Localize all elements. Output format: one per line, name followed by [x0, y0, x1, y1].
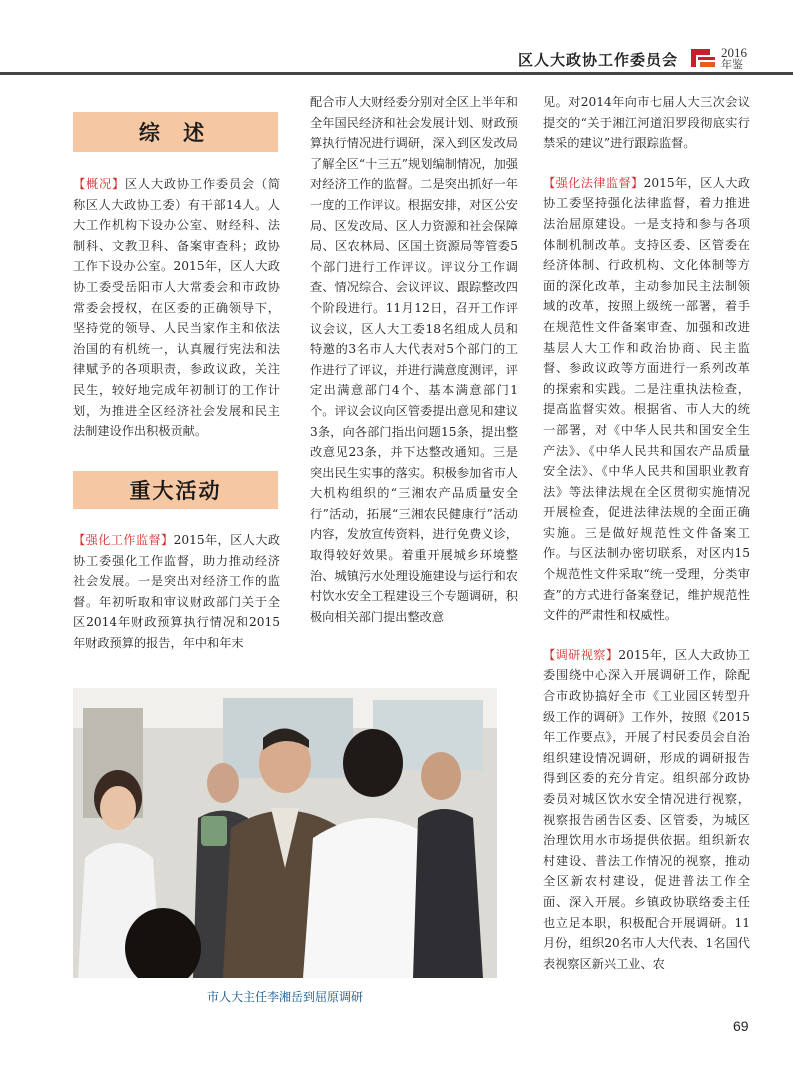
- column-1-overview: [73, 174, 280, 442]
- paragraph-tag-legal-supervision: 【强化法律监督】: [543, 175, 644, 190]
- photo-caption: 市人大主任李湘岳到屈原调研: [206, 990, 363, 1004]
- event-photo: [73, 688, 497, 978]
- section-heading-events: [73, 471, 278, 509]
- event-photo-illustration: [73, 688, 497, 978]
- paragraph-column-3-continued: 见。对2014年向市七届人大三次会议提交的“关于湘江河道汨罗段彻底实行禁采的建议”进行跟踪监督。: [543, 95, 750, 151]
- paragraph-body-legal-supervision: 2015年，区人大政协工委坚持强化法律监督，着力推进法治屈原建设。一是支持和参与各项体制机制改革。支持区委、区管委在经济体制、行政机构、文化体制等方面的深化改革，主动参加民主法制领域的改革，按照上级统一部署，着手在规范性文件备案审查、加强和改进基层人大工作和政治协商、民主监督、参政议政等方面进行一系列改革的探索和实践。二是注重执法检查，提高监督实效。根据省、市人大的统一部署，对《中华人民共和国安全生产法》、《中华人民共和国农产品质量安全法》、《中华人民共和国职业教育法》等法律法规在全区贯彻实施情况开展检查，促进法律法规的全面正确实施。三是做好规范性文件备案工作。与区法制办密切联系，对区内15个规范性文件采取“统一受理，分类审查”的方式进行备案登记，维护规范性文件的严肃性和权威性。: [543, 175, 750, 623]
- paragraph-tag-overview: 【概况】: [73, 177, 125, 191]
- header-rule: [0, 72, 793, 75]
- paragraph-tag-work-supervision: 【强化工作监督】: [73, 533, 174, 547]
- page-number: 69: [733, 1018, 749, 1034]
- paragraph-tag-research-inspection: 【调研视察】: [543, 647, 619, 662]
- column-2: [310, 92, 518, 627]
- paragraph-overview: [73, 174, 280, 442]
- header-year: 2016: [721, 45, 747, 60]
- column-3: [543, 92, 750, 974]
- yearbook-logo: [688, 46, 718, 70]
- header-yearbook: 年鉴: [721, 58, 743, 71]
- paragraph-work-supervision: [73, 530, 280, 654]
- section-heading-overview-text: 综 述: [138, 121, 213, 145]
- paragraph-body-work-supervision: 2015年，区人大政协工委强化工作监督，助力推动经济社会发展。一是突出对经济工作的监督。年初听取和审议财政部门关于全区2014年财政预算执行情况和2015年财政预算的报告，年中和年末: [73, 533, 280, 650]
- paragraph-body-overview: 区人大政协工作委员会（简称区人大政协工委）有干部14人。人大工作机构下设办公室、财经科、法制科、文教卫科、备案审查科；政协工作下设办公室。2015年，区人大政协工委受岳阳市人大常委会和市政协常委会授权，在区委的正确领导下，坚持党的领导、人民当家作主和依法治国的有机统一，认真履行宪法和法律赋予的各项职责，参政议政，关注民生，较好地完成年初制订的工作计划，为推进全区经济社会发展和民主法制建设作出积极贡献。: [73, 177, 281, 439]
- running-header-title: 区人大政协工作委员会: [518, 51, 679, 69]
- section-heading-overview: [73, 112, 278, 152]
- section-heading-events-text: 重大活动: [129, 479, 222, 503]
- paragraph-research-inspection: [543, 645, 750, 975]
- column-1-supervision: [73, 530, 280, 654]
- paragraph-column-2: 配合市人大财经委分别对全区上半年和全年国民经济和社会发展计划、财政预算执行情况进行调研，深入到区发改局了解全区“十三五”规划编制情况，加强对经济工作的监督。二是突出抓好一年一度的工作评议。根据安排，对区公安局、区发改局、区人力资源和社会保障局、区农林局、区国土资源局等管委5个部门进行工作评议。评议分工作调查、情况综合、会议评议、跟踪整改四个阶段进行。11月12日，召开工作评议会议，区人大工委18名组成人员和特邀的3名市人大代表对5个部门的工作进行了评议，并进行满意度测评，评定出满意部门4个、基本满意部门1个。评议会议向区管委提出意见和建议3条，向各部门指出问题15条，提出整改意见23条，并下达整改通知。三是突出民生实事的落实。积极参加省市人大机构组织的“三湘农产品质量安全行”活动，拓展“三湘农民健康行”活动内容，发放宣传资料，进行免费义诊，取得较好效果。着重开展城乡环境整治、城镇污水处理设施建设与运行和农村饮水安全工程建设三个专题调研，积极向相关部门提出整改意: [310, 95, 518, 624]
- paragraph-body-research-inspection: 2015年，区人大政协工委围绕中心深入开展调研工作，除配合市政协搞好全市《工业园区转型升级工作的调研》工作外，按照《2015年工作要点》，开展了村民委员会自治组织建设情况调研，形成的调研报告得到区委的充分肯定。组织部分政协委员对城区饮水安全情况进行视察，视察报告函告区委、区管委，为城区治理饮用水市场提供依据。组织新农村建设、普法工作情况的视察，推动全区新农村建设，促进普法工作全面、深入开展。乡镇政协联络委主任也立足本职，积极配合开展调研。11月份，组织20名市人大代表、1名国代表视察区新兴工业、农: [543, 647, 750, 971]
- paragraph-legal-supervision: [543, 173, 750, 626]
